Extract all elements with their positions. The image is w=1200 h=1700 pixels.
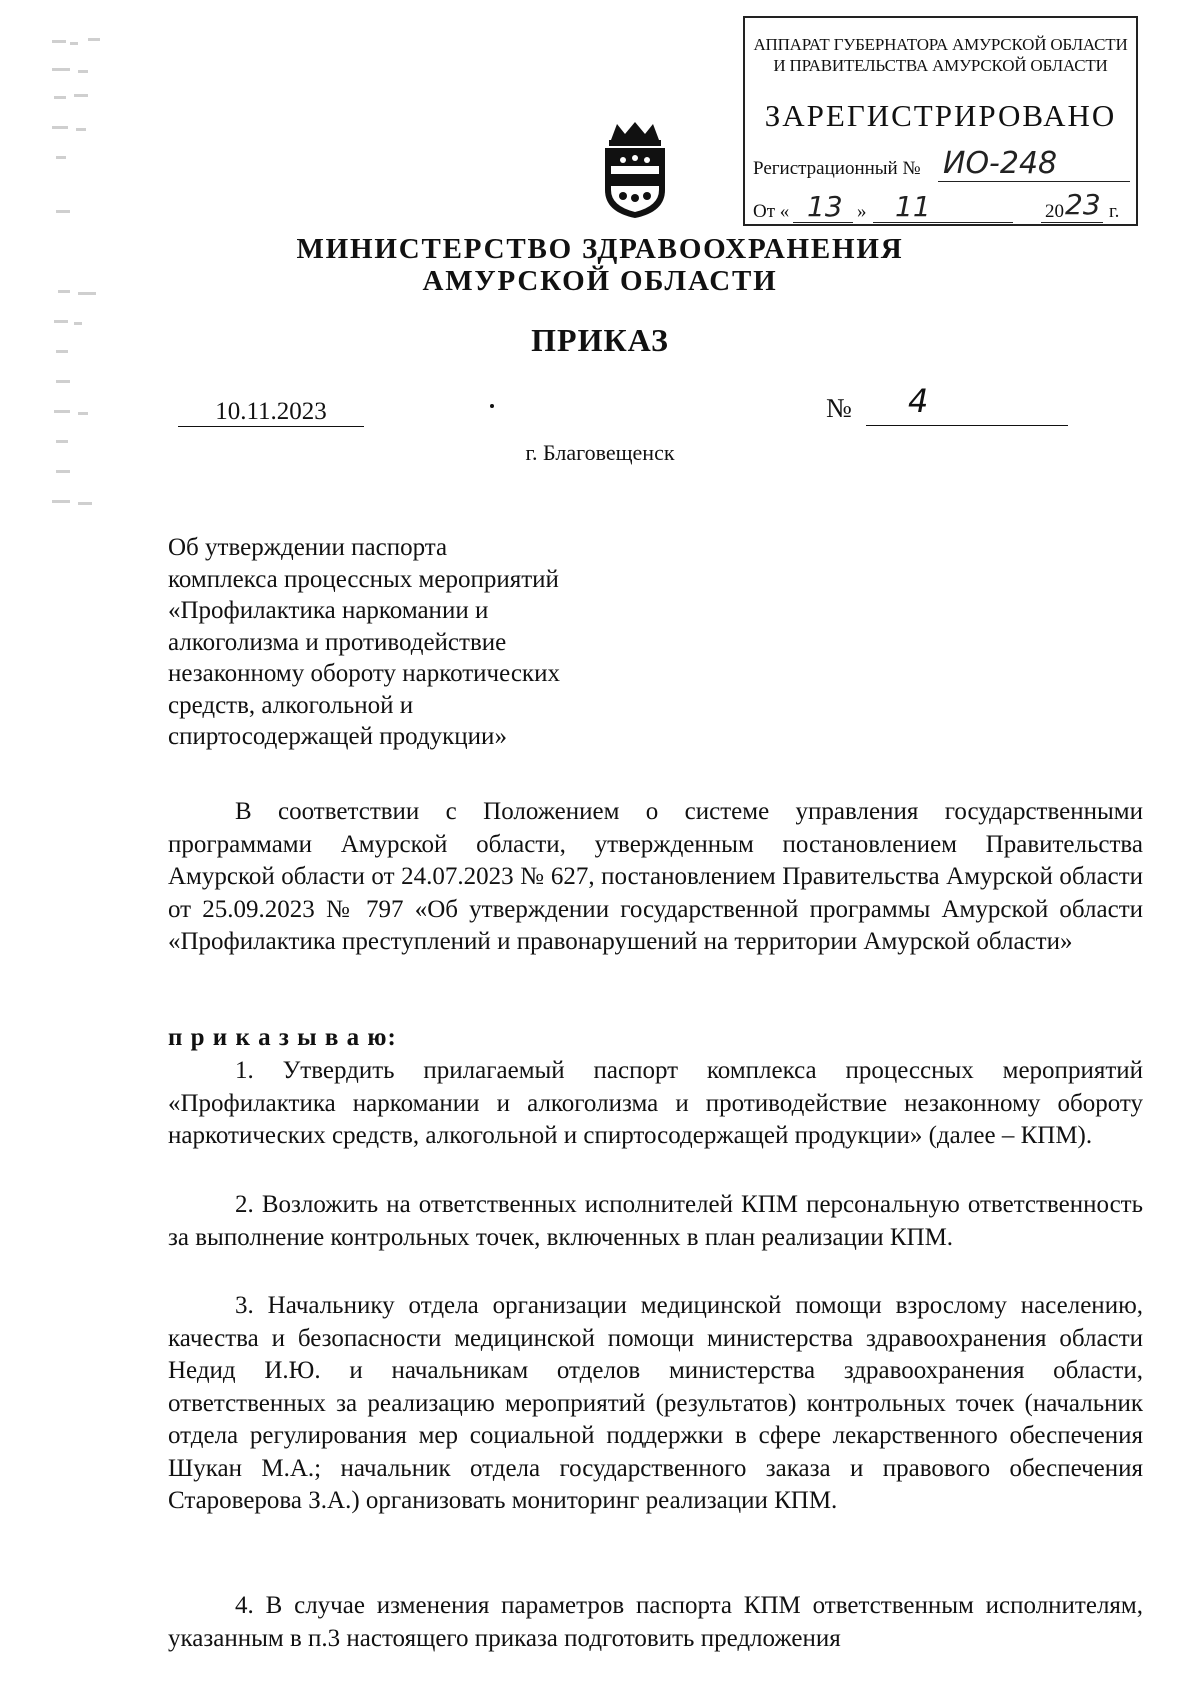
ministry-title-line2: АМУРСКОЙ ОБЛАСТИ xyxy=(422,265,778,297)
stamp-date-month: 11 xyxy=(895,190,931,223)
order-number-label: № xyxy=(826,393,852,423)
document-type: ПРИКАЗ xyxy=(531,322,669,358)
stamp-date-prefix: От « xyxy=(753,201,790,222)
subject-line: средств, алкогольной и xyxy=(168,691,414,719)
stamp-reg-number-label: Регистрационный № xyxy=(753,158,921,179)
stamp-date-day: 13 xyxy=(807,190,843,223)
order-item-1: 1. Утвердить прилагаемый паспорт комплекса процессных мероприятий «Профилактика наркомании и алкоголизма и противодействие незаконному обороту наркотических средств, алкогольной и спиртосодержащей продукции» (далее – КПМ). xyxy=(168,1057,1143,1149)
subject-line: незаконному обороту наркотических xyxy=(168,660,560,687)
subject-line: комплекса процессных мероприятий xyxy=(168,565,559,593)
city: г. Благовещенск xyxy=(525,440,675,465)
order-number-line xyxy=(866,395,1068,426)
stamp-date-year: 23 xyxy=(1065,188,1101,221)
order-number-value: 4 xyxy=(908,382,929,420)
stamp-reg-number-line xyxy=(938,181,1130,182)
stamp-date-suffix: г. xyxy=(1109,201,1120,222)
dot-mark xyxy=(490,404,494,408)
order-item-2: 2. Возложить на ответственных исполнителей КПМ персональную ответственность за выполнение контрольных точек, включенных в план реализации КПМ. xyxy=(168,1191,1143,1251)
stamp-date-row xyxy=(753,201,789,223)
stamp-year-line xyxy=(1041,222,1103,223)
stamp-date-year-prefix: 20 xyxy=(1045,201,1064,222)
ministry-title-line1: МИНИСТЕРСТВО ЗДРАВООХРАНЕНИЯ xyxy=(296,233,904,265)
stamp-org-line2: И ПРАВИТЕЛЬСТВА АМУРСКОЙ ОБЛАСТИ xyxy=(773,56,1108,75)
subject-block xyxy=(168,532,560,753)
subject-line: «Профилактика наркомании и xyxy=(168,597,489,624)
order-date: 10.11.2023 xyxy=(178,398,364,427)
subject-line: спиртосодержащей продукции» xyxy=(168,723,507,750)
registration-stamp xyxy=(743,16,1138,226)
coat-of-arms-icon xyxy=(597,120,673,220)
subject-line: алкоголизма и противодействие xyxy=(168,628,507,656)
stamp-date-mid: » xyxy=(857,201,867,222)
subject-line: Об утверждении паспорта xyxy=(168,534,448,561)
stamp-reg-number-value: ИО-248 xyxy=(943,146,1058,181)
stamp-org-line1: АППАРАТ ГУБЕРНАТОРА АМУРСКОЙ ОБЛАСТИ xyxy=(753,35,1128,54)
order-item-4: 4. В случае изменения параметров паспорта КПМ ответственным исполнителям, указанным в п.3 настоящего приказа подготовить предложения xyxy=(168,1592,1143,1652)
order-word: п р и к а з ы в а ю: xyxy=(168,1024,397,1051)
order-item-3: 3. Начальнику отдела организации медицинской помощи взрослому населению, качества и безопасности медицинской помощи министерства здравоохранения области Недид И.Ю. и начальникам отделов министерства здравоохранения области, ответственных за реализацию мероприятий (результатов) контрольных точек (начальник отдела регулирования мер социальной поддержки в сфере лекарственного обеспечения Шукан М.А.; начальник отдела государственного заказа и правового обеспечения Староверова З.А.) организовать мониторинг реализации КПМ. xyxy=(168,1292,1143,1514)
stamp-month-line xyxy=(873,222,1013,223)
preamble: В соответствии с Положением о системе управления государственными программами Амурской области, утвержденным постановлением Правительства Амурской области от 24.07.2023 № 627, постановлением Правительства Амурской области от 25.09.2023 № 797 «Об утверждении государственной программы Амурской области «Профилактика преступлений и правонарушений на территории Амурской области» xyxy=(168,798,1143,955)
stamp-registered: ЗАРЕГИСТРИРОВАНО xyxy=(764,98,1117,133)
